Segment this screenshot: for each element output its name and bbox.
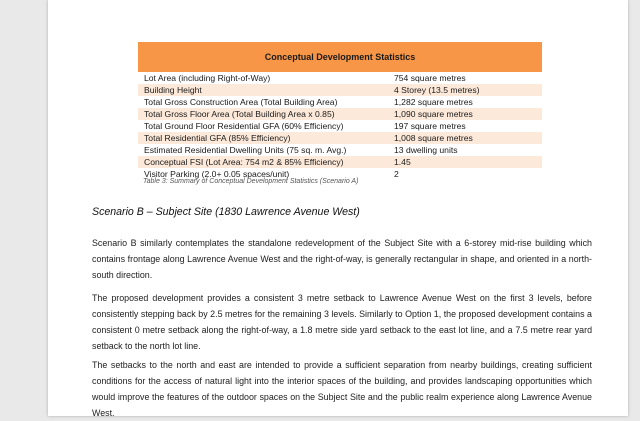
paragraph-3: The setbacks to the north and east are intended to provide a sufficient separation from nearby buildings, creating sufficient conditions for the access of natural light into the interior spaces of the building, and provides landscaping opportunities which would improve the features of the outdoor spaces on the Subject Site and the public realm experience along Lawrence Avenue West.: [92, 359, 592, 418]
table-row: [138, 144, 542, 156]
development-statistics-table: [138, 42, 542, 180]
row-label: Total Gross Floor Area (Total Building Area x 0.85): [138, 108, 390, 120]
table-row: [138, 120, 542, 132]
row-label: Visitor Parking (2.0+ 0.05 spaces/unit): [144, 169, 290, 179]
section-heading: Scenario B – Subject Site (1830 Lawrence Avenue West): [92, 206, 360, 218]
row-value: 754 square metres: [394, 73, 466, 83]
table-row: [138, 96, 542, 108]
row-label: Total Gross Construction Area (Total Building Area): [144, 97, 338, 107]
table-row: [138, 132, 542, 144]
row-label: Total Ground Floor Residential GFA (60% Efficiency): [144, 121, 344, 131]
table-title: Conceptual Development Statistics: [138, 42, 542, 72]
row-value: 1,090 square metres: [390, 108, 542, 120]
row-label: Estimated Residential Dwelling Units (75 sq. m. Avg.): [144, 145, 347, 155]
row-label: Conceptual FSI (Lot Area: 754 m2 & 85% Efficiency): [138, 156, 390, 168]
row-value: 197 square metres: [394, 121, 466, 131]
row-label: Total Residential GFA (85% Efficiency): [138, 132, 390, 144]
table-row: [138, 72, 542, 84]
row-value: 2: [394, 169, 399, 179]
row-value: 1.45: [390, 156, 542, 168]
table-row: [138, 108, 542, 120]
table-caption: Table 3: Summary of Conceptual Development Statistics (Scenario A): [143, 178, 359, 185]
table-row: [138, 84, 542, 96]
row-value: 1,008 square metres: [390, 132, 542, 144]
row-value: 1,282 square metres: [394, 97, 473, 107]
row-value: 13 dwelling units: [394, 145, 458, 155]
table-row: [138, 156, 542, 168]
row-label: Building Height: [138, 84, 390, 96]
row-value: 4 Storey (13.5 metres): [390, 84, 542, 96]
row-label: Lot Area (including Right-of-Way): [144, 73, 271, 83]
paragraph-2: The proposed development provides a consistent 3 metre setback to Lawrence Avenue West on the first 3 levels, before consistently stepping back by 2.5 metres for the remaining 3 levels. Similarly to Option 1, the proposed development contains a consistent 0 metre setback along the right-of-way, a 1.8 metre side yard setback to the east lot line, and a 7.5 metre rear yard setback to the north lot line.: [92, 292, 592, 351]
document-page: [48, 0, 628, 416]
paragraph-1: Scenario B similarly contemplates the standalone redevelopment of the Subject Site with a 6-storey mid-rise building which contains frontage along Lawrence Avenue West and the right-of-way, is generally rectangular in shape, and oriented in a north-south direction.: [92, 237, 592, 280]
